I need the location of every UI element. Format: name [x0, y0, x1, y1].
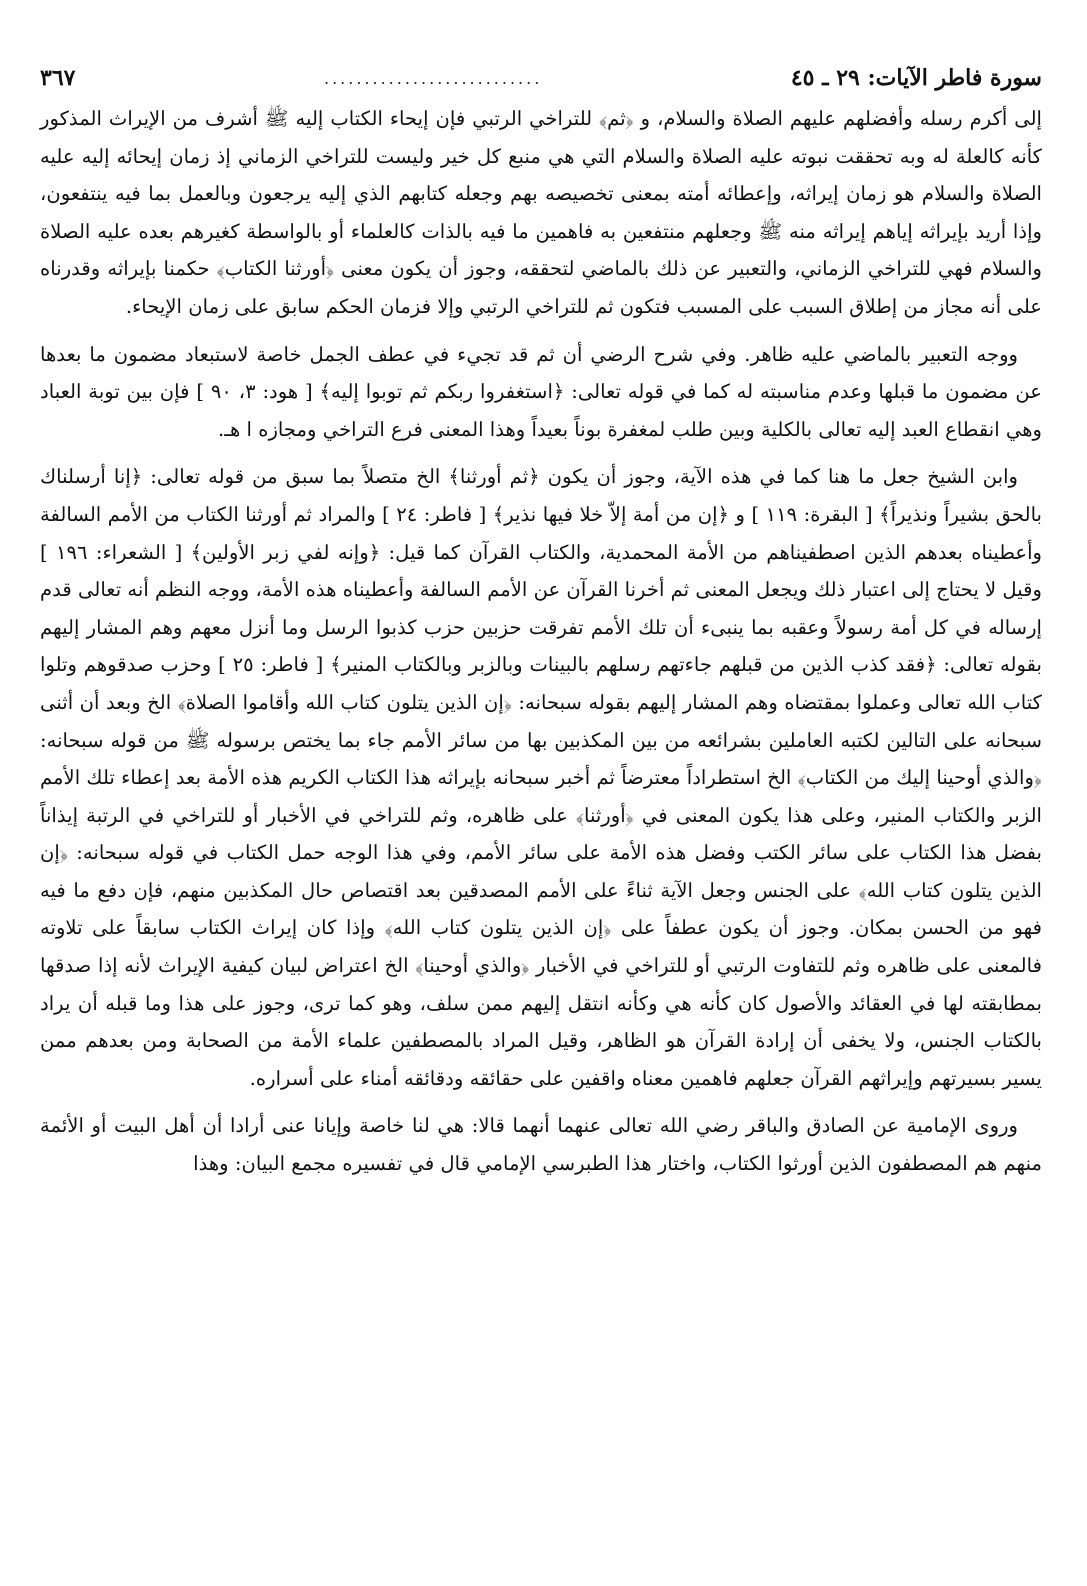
running-header: [40, 60, 1042, 96]
page-number: ٣٦٧: [40, 65, 76, 91]
paragraph-1: إلى أكرم رسله وأفضلهم عليهم الصلاة والسلام، و ﴿ثم﴾ للتراخي الرتبي فإن إيحاء الكتاب إليه ﷺ أشرف من الإيراث المذكور كأنه كالعلة له وبه تحققت نبوته عليه الصلاة والسلام التي هي منبع كل خير وليست للتراخي الزماني إذ زمان إيحائه إليه عليه الصلاة والسلام هو زمان إيراثه، وإعطائه أمته بمعنى تخصيصه بهم وجعله كتابهم الذي إليه يرجعون وبالعمل بما فيه ينتفعون، وإذا أريد بإيراثه إياهم إيراثه منه ﷺ وجعلهم منتفعين به فاهمين ما فيه بالذات كالعلماء أو بالواسطة كغيرهم بعده عليه الصلاة والسلام فهي للتراخي الزماني، والتعبير عن ذلك بالماضي لتحققه، وجوز أن يكون معنى ﴿أورثنا الكتاب﴾ حكمنا بإيراثه وقدرناه على أنه مجاز من إطلاق السبب على المسبب فتكون ثم للتراخي الرتبي وإلا فزمان الحكم سابق على زمان الإيحاء.: [40, 107, 1042, 318]
surah-title: سورة فاطر الآيات: ٢٩ ـ ٤٥: [790, 65, 1042, 91]
paragraph-4: وروى الإمامية عن الصادق والباقر رضي الله تعالى عنهما أنهما قالا: هي لنا خاصة وإيانا عنى أرادا أن أهل البيت أو الأئمة منهم هم المصطفون الذين أورثوا الكتاب، واختار هذا الطبرسي الإمامي قال في تفسيره مجمع البيان: وهذا: [40, 1114, 1042, 1176]
paragraph-2: ووجه التعبير بالماضي عليه ظاهر. وفي شرح الرضي أن ثم قد تجيء في عطف الجمل خاصة لاستبعاد مضمون ما بعدها عن مضمون ما قبلها وعدم مناسبته له كما في قوله تعالى: ﴿استغفروا ربكم ثم توبوا إليه﴾ [ هود: ٣، ٩٠ ] فإن بين توبة العباد وهي انقطاع العبد إليه تعالى بالكلية وبين طلب لمغفرة بوناً بعيداً وهذا المعنى فرع التراخي ومجازه ا هـ.: [40, 342, 1042, 441]
main-text: [40, 100, 1042, 1183]
paragraph-3: وابن الشيخ جعل ما هنا كما في هذه الآية، وجوز أن يكون ﴿ثم أورثنا﴾ الخ متصلاً بما سبق من قوله تعالى: ﴿إنا أرسلناك بالحق بشيراً ونذيراً﴾ [ البقرة: ١١٩ ] و ﴿إن من أمة إلاّ خلا فيها نذير﴾ [ فاطر: ٢٤ ] والمراد ثم أورثنا الكتاب من الأمم السالفة وأعطيناه بعدهم الذين اصطفيناهم من الأمة المحمدية، والكتاب القرآن كما قيل: ﴿وإنه لفي زبر الأولين﴾ [ الشعراء: ١٩٦ ] وقيل لا يحتاج إلى اعتبار ذلك ويجعل المعنى ثم أخرنا القرآن عن الأمم السالفة وأعطيناه هذه الأمة، ووجه النظم أنه تعالى قدم إرساله في كل أمة رسولاً وعقبه بما ينبىء أن تلك الأمم تفرقت حزبين حزب كذبوا الرسل وما أنزل معهم وهم المشار إليهم بقوله تعالى: ﴿فقد كذب الذين من قبلهم جاءتهم رسلهم بالبينات وبالزبر وبالكتاب المنير﴾ [ فاطر: ٢٥ ] وحزب صدقوهم وتلوا كتاب الله تعالى وعملوا بمقتضاه وهم المشار إليهم بقوله سبحانه: ﴿إن الذين يتلون كتاب الله وأقاموا الصلاة﴾ الخ وبعد أن أثنى سبحانه على التالين لكتبه العاملين بشرائعه من بين المكذبين بها من سائر الأمم جاء بما يختص برسوله ﷺ من قوله سبحانه: ﴿والذي أوحينا إليك من الكتاب﴾ الخ استطراداً معترضاً ثم أخبر سبحانه بإيراثه هذا الكتاب الكريم هذه الأمة بعد إعطاء تلك الأمم الزبر والكتاب المنير، وعلى هذا يكون المعنى في ﴿أورثنا﴾ على ظاهره، وثم للتراخي في الأخبار أو للتراخي في الرتبة إيذاناً بفضل هذا الكتاب على سائر الكتب وفضل هذه الأمة على سائر الأمم، وفي هذا الوجه حمل الكتاب في قوله سبحانه: ﴿إن الذين يتلون كتاب الله﴾ على الجنس وجعل الآية ثناءً على الأمم المصدقين بعد اقتصاص حال المكذبين منهم، فإن دفع ما فيه فهو من الحسن بمكان. وجوز أن يكون عطفاً على ﴿إن الذين يتلون كتاب الله﴾ وإذا كان إيراث الكتاب سابقاً على تلاوته فالمعنى على ظاهره وثم للتفاوت الرتبي أو للتراخي في الأخبار ﴿والذي أوحينا﴾ الخ اعتراض لبيان كيفية الإيراث لأنه إذا صدقها بمطابقته لها في العقائد والأصول كان كأنه هي وكأنه انتقل إليهم ممن سلف، وهو كما ترى، وجوز على هذا وما قبله أن يراد بالكتاب الجنس، ولا يخفى أن إرادة القرآن هو الظاهر، وقيل المراد بالمصطفين علماء الأمة من الصحابة ومن بعدهم ممن يسير بسيرتهم وإيراثهم القرآن جعلهم فاهمين معناه واقفين على حقائقه ودقائقه أمناء على أسراره.: [40, 465, 1043, 1090]
header-leader-dots: ...........................: [323, 68, 543, 88]
header-title-group: [791, 65, 1042, 91]
book-page: [40, 60, 1042, 1560]
